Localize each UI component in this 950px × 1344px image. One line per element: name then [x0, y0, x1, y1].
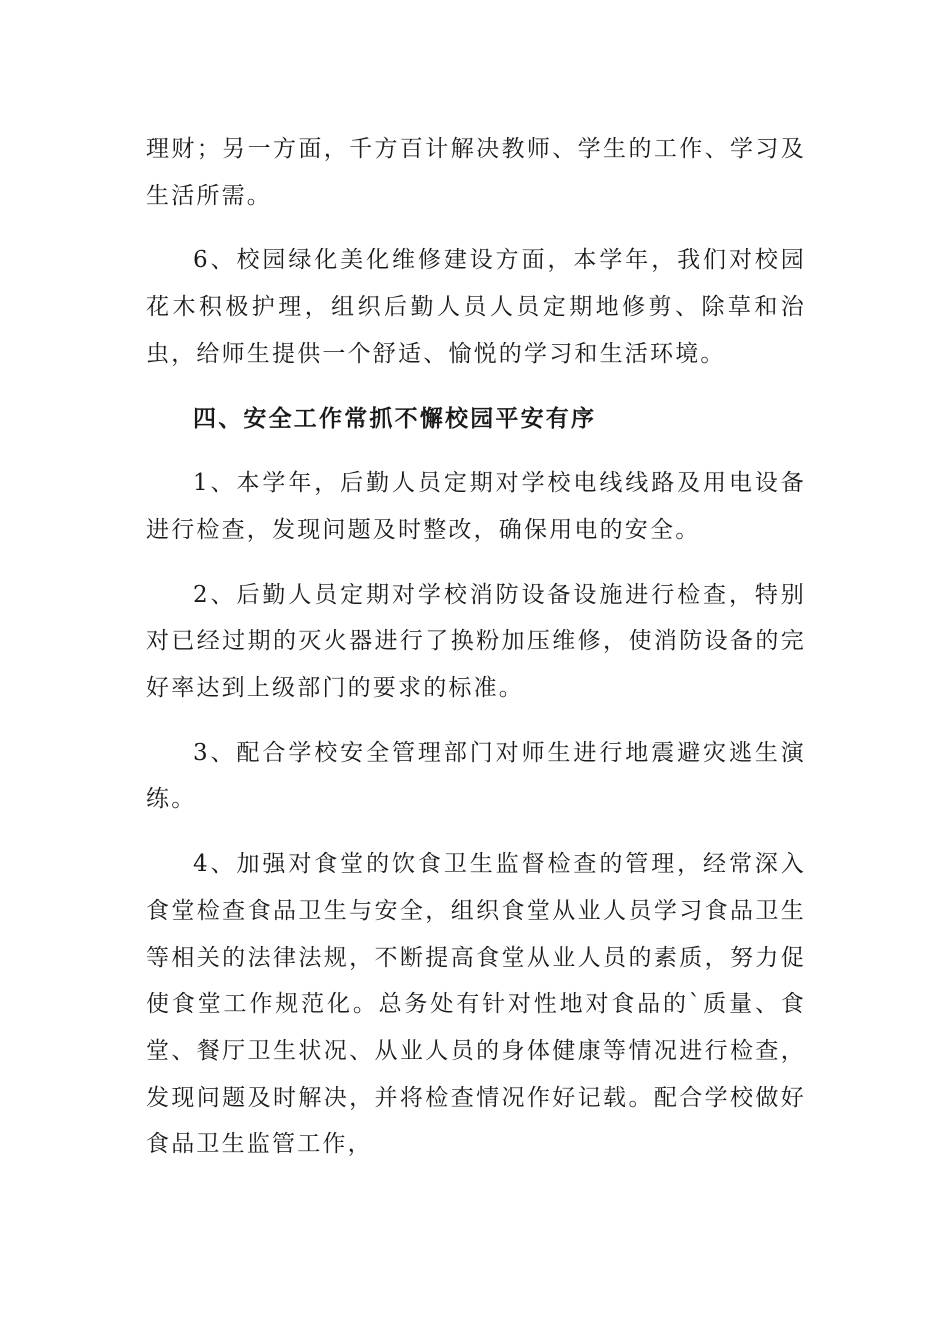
paragraph-item-2-fire-safety: 2、后勤人员定期对学校消防设备设施进行检查，特别对已经过期的灭火器进行了换粉加压维修，使消防设备的完好率达到上级部门的要求的标准。 [146, 581, 806, 702]
section-heading-safety: 四、安全工作常抓不懈校园平安有序 [193, 404, 597, 432]
paragraph-item-1-electrical: 1、本学年，后勤人员定期对学校电线线路及用电设备进行检查，发现问题及时整改，确保用电的安全。 [146, 470, 806, 543]
paragraph-item-6-greening: 6、校园绿化美化维修建设方面，本学年，我们对校园花木积极护理，组织后勤人员人员定期地修剪、除草和治虫，给师生提供一个舒适、愉悦的学习和生活环境。 [146, 247, 806, 367]
document-body [146, 126, 806, 1186]
paragraph-item-4-canteen: 4、加强对食堂的饮食卫生监督检查的管理，经常深入食堂检查食品卫生与安全，组织食堂从业人员学习食品卫生等相关的法律法规，不断提高食堂从业人员的素质，努力促使食堂工作规范化。总务处有针对性地对食品的`质量、食堂、餐厅卫生状况、从业人员的身体健康等情况进行检查，发现问题及时解决，并将检查情况作好记载。配合学校做好食品卫生监管工作， [146, 851, 806, 1158]
paragraph-item-3-drill: 3、配合学校安全管理部门对师生进行地震避灾逃生演练。 [146, 739, 806, 813]
paragraph-finance-continued: 理财；另一方面，千方百计解决教师、学生的工作、学习及生活所需。 [146, 136, 806, 209]
